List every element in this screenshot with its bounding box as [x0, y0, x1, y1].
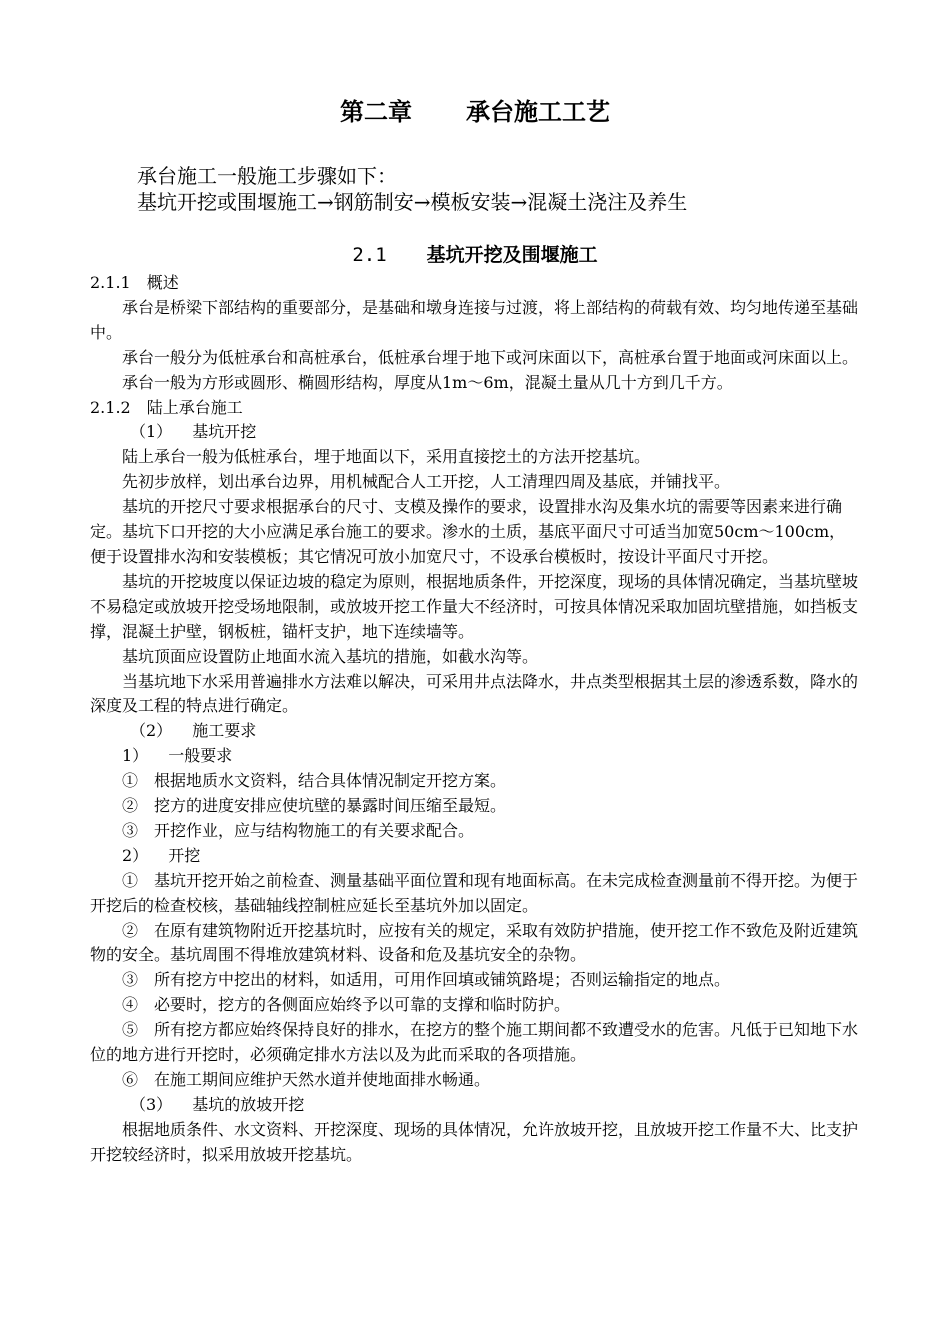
paragraph: 基坑的开挖坡度以保证边坡的稳定为原则，根据地质条件，开挖深度，现场的具体情况确定，当基坑壁坡不易稳定或放坡开挖受场地限制，或放坡开挖工作量大不经济时，可按具体情况采取加固坑壁措施，如挡板支撑，混凝土护壁，钢板桩，锚杆支护，地下连续墙等。 [90, 571, 859, 641]
intro-line-2: 基坑开挖或围堰施工→钢筋制安→模板安装→混凝土浇注及养生 [137, 190, 688, 214]
sub-item-heading [90, 744, 860, 769]
list-item: ⑤ 所有挖方都应始终保持良好的排水，在挖方的整个施工期间都不致遭受水的危害。凡低于已知地下水位的地方进行开挖时，必须确定排水方法以及为此而采取的各项措施。 [90, 1020, 859, 1065]
list-item: ⑥ 在施工期间应维护天然水道并使地面排水畅通。 [122, 1070, 491, 1089]
paragraph: 基坑的开挖尺寸要求根据承台的尺寸、支模及操作的要求，设置排水沟及集水坑的需要等因素来进行确定。基坑下口开挖的大小应满足承台施工的要求。渗水的土质，基底平面尺寸可适当加宽50cm～100cm，便于设置排水沟和安装模板；其它情况可放小加宽尺寸，不设承台模板时，按设计平面尺寸开挖。 [90, 497, 846, 566]
list-item: ① 根据地质水文资料，结合具体情况制定开挖方案。 [122, 771, 507, 791]
chapter-title [0, 96, 950, 128]
item-text: 基坑的放坡开挖 [192, 1094, 305, 1114]
list-item: ① 基坑开挖开始之前检查、测量基础平面位置和现有地面标高。在未完成检查测量前不得开挖。为便于开挖后的检查校核，基础轴线控制桩应延长至基坑外加以固定。 [90, 870, 859, 915]
item-heading [90, 420, 860, 445]
sub-item-heading [90, 844, 860, 869]
list-item: ② 在原有建筑物附近开挖基坑时，应按有关的规定，采取有效防护措施，使开挖工作不致危及附近建筑物的安全。基坑周围不得堆放建筑材料、设备和危及基坑安全的杂物。 [90, 920, 859, 965]
intro-block [137, 163, 687, 215]
item-heading [90, 719, 860, 744]
intro-line-1: 承台施工一般施工步骤如下： [137, 164, 397, 188]
item-heading [90, 1093, 860, 1118]
chapter-number: 第二章 [340, 98, 412, 126]
item-label: （3） [130, 1094, 173, 1114]
sub-item-text: 一般要求 [168, 746, 233, 766]
sub-item-text: 开挖 [168, 845, 201, 865]
list-item: ③ 所有挖方中挖出的材料，如适用，可用作回填或铺筑路堤；否则运输指定的地点。 [122, 970, 731, 990]
paragraph: 承台是桥梁下部结构的重要部分，是基础和墩身连接与过渡，将上部结构的荷载有效、均匀地传递至基础中。 [90, 297, 859, 342]
chapter-name: 承台施工工艺 [466, 98, 610, 126]
paragraph: 承台一般为方形或圆形、椭圆形结构，厚度从1m～6m，混凝土量从几十方到几千方。 [122, 372, 733, 392]
subsection-heading-2-1-1: 2.1.1 概述 [90, 273, 179, 292]
sub-item-label: 1） [122, 746, 149, 766]
paragraph: 陆上承台一般为低桩承台，埋于地面以下，采用直接挖土的方法开挖基坑。 [122, 447, 651, 467]
section-title: 基坑开挖及围堰施工 [426, 244, 598, 266]
item-text: 基坑开挖 [192, 422, 257, 442]
item-label: （1） [130, 422, 173, 442]
item-text: 施工要求 [192, 721, 257, 741]
paragraph: 先初步放样，划出承台边界，用机械配合人工开挖，人工清理四周及基底，并铺找平。 [122, 472, 731, 492]
sub-item-label: 2） [122, 845, 149, 865]
item-label: （2） [130, 721, 173, 741]
list-item: ② 挖方的进度安排应使坑壁的暴露时间压缩至最短。 [122, 796, 507, 816]
paragraph: 根据地质条件、水文资料、开挖深度、现场的具体情况，允许放坡开挖，且放坡开挖工作量不大、比支护开挖较经济时，拟采用放坡开挖基坑。 [90, 1119, 859, 1164]
list-item: ③ 开挖作业，应与结构物施工的有关要求配合。 [122, 820, 475, 840]
list-item: ④ 必要时，挖方的各侧面应始终予以可靠的支撑和临时防护。 [122, 995, 571, 1015]
subsection-heading-2-1-2: 2.1.2 陆上承台施工 [90, 397, 243, 417]
section-heading [0, 241, 950, 269]
body-text [90, 271, 860, 1168]
paragraph: 承台一般分为低桩承台和高桩承台，低桩承台埋于地下或河床面以下，高桩承台置于地面或河床面以上。 [122, 347, 859, 367]
paragraph: 当基坑地下水采用普遍排水方法难以解决，可采用井点法降水，井点类型根据其土层的渗透系数，降水的深度及工程的特点进行确定。 [90, 671, 859, 716]
section-number: 2.1 [352, 244, 387, 266]
paragraph: 基坑顶面应设置防止地面水流入基坑的措施，如截水沟等。 [122, 646, 539, 666]
